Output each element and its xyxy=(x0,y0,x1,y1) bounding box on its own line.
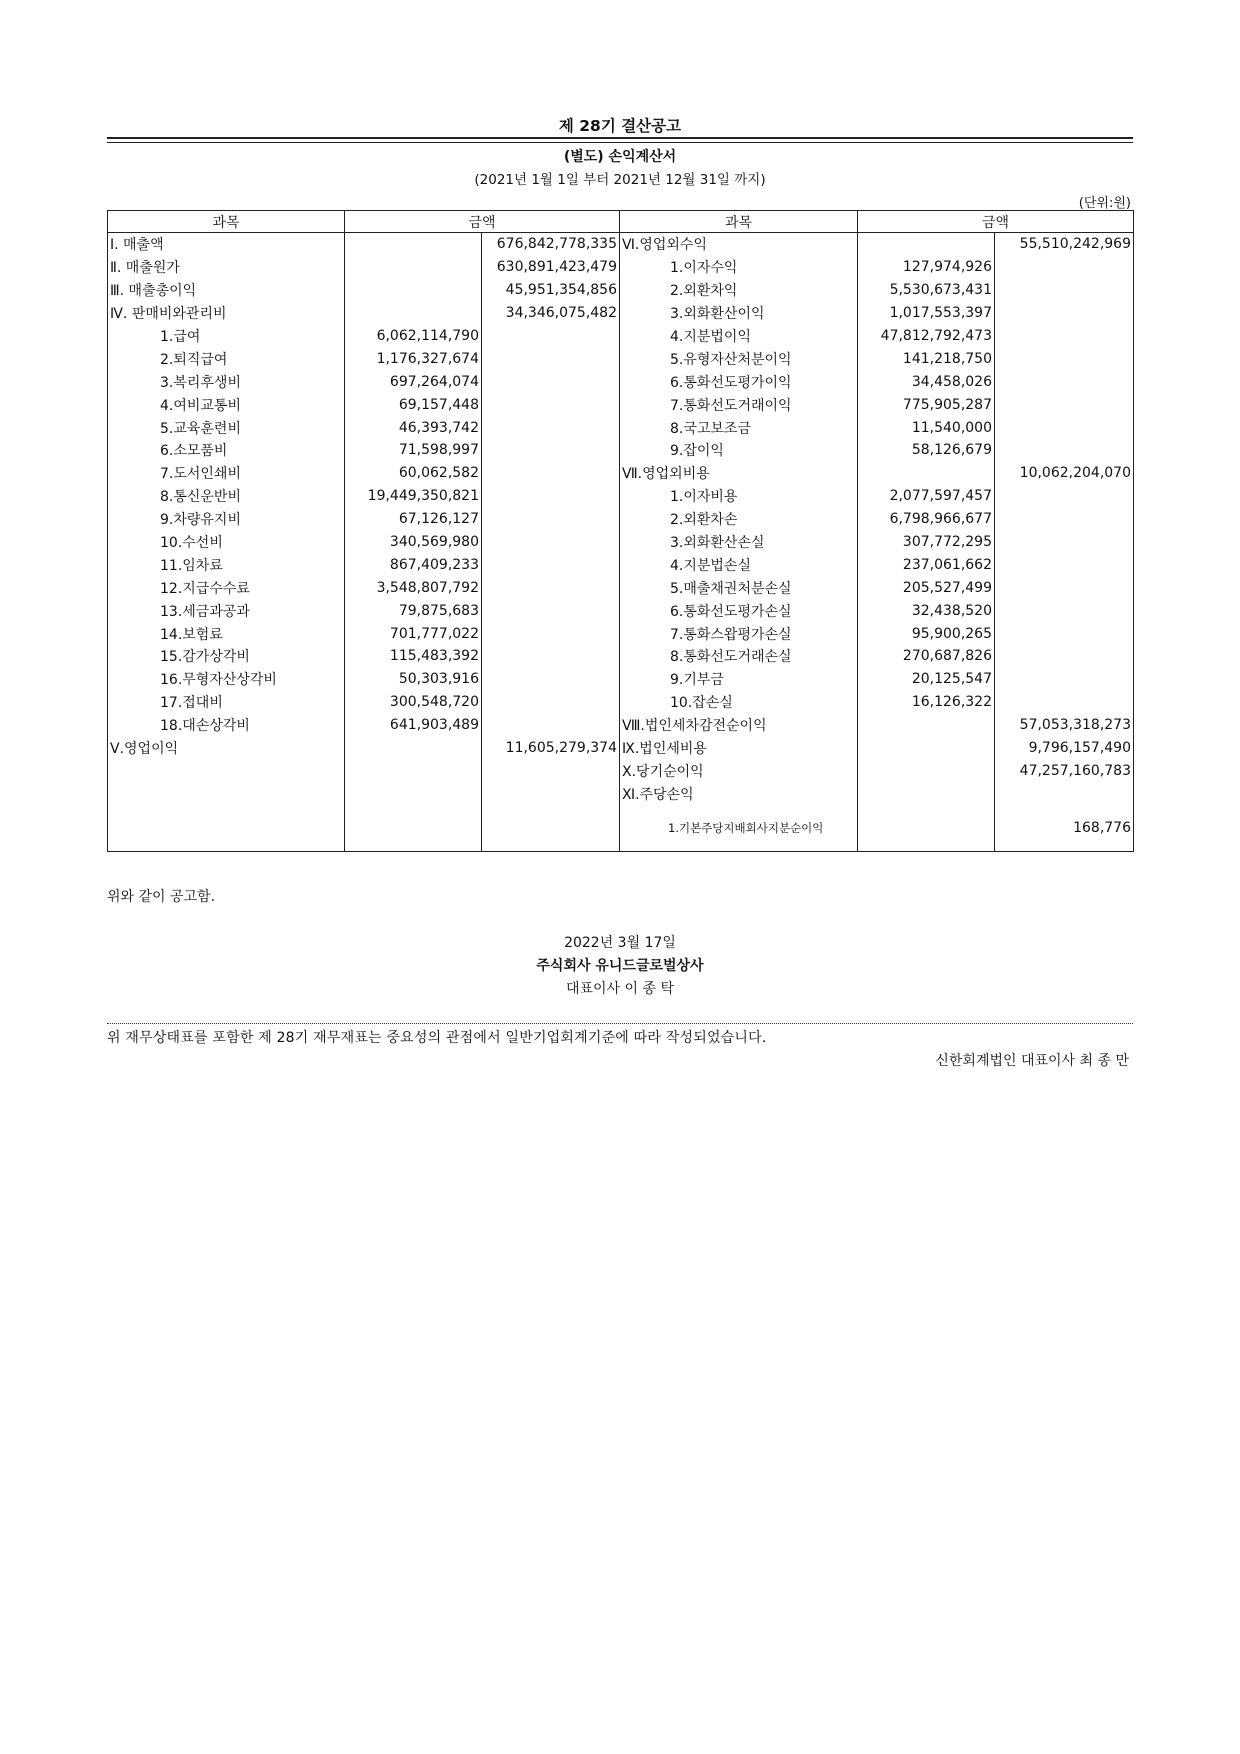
right-item-cell: 8.통화선도거래손실 xyxy=(620,645,858,668)
right-sub-amount-cell: 237,061,662 xyxy=(858,553,995,576)
left-sub-amount-cell: 69,157,448 xyxy=(345,393,482,416)
left-total-amount-cell xyxy=(482,553,620,576)
right-total-amount-cell xyxy=(995,485,1134,508)
left-item-cell: 14.보험료 xyxy=(108,622,345,645)
right-sub-amount-cell: 5,530,673,431 xyxy=(858,279,995,302)
right-total-amount-cell: 9,796,157,490 xyxy=(995,737,1134,760)
table-row xyxy=(108,714,1134,737)
left-sub-amount-cell xyxy=(345,782,482,805)
table-row xyxy=(108,599,1134,622)
left-sub-amount-cell: 3,548,807,792 xyxy=(345,576,482,599)
table-row xyxy=(108,416,1134,439)
left-item-cell: 17.접대비 xyxy=(108,691,345,714)
right-total-amount-cell xyxy=(995,531,1134,554)
table-row xyxy=(108,302,1134,325)
right-total-amount-cell xyxy=(995,325,1134,348)
left-item-cell: 1.급여 xyxy=(108,325,345,348)
right-item-cell: 4.지분법이익 xyxy=(620,325,858,348)
left-total-amount-cell xyxy=(482,325,620,348)
left-item-cell: 3.복리후생비 xyxy=(108,370,345,393)
left-item-cell: Ⅴ.영업이익 xyxy=(108,737,345,760)
left-total-amount-cell xyxy=(482,622,620,645)
right-total-amount-cell xyxy=(995,508,1134,531)
left-sub-amount-cell xyxy=(345,759,482,782)
table-header-row xyxy=(108,211,1134,233)
table-row xyxy=(108,531,1134,554)
left-item-cell: Ⅲ. 매출총이익 xyxy=(108,279,345,302)
left-sub-amount-cell xyxy=(345,279,482,302)
ceo-name: 대표이사 이 종 탁 xyxy=(565,981,675,997)
right-sub-amount-cell: 775,905,287 xyxy=(858,393,995,416)
title-rule-thin xyxy=(107,142,1133,143)
table-row xyxy=(108,279,1134,302)
header-item-left: 과목 xyxy=(108,211,345,233)
right-total-amount-cell: 47,257,160,783 xyxy=(995,759,1134,782)
right-sub-amount-cell xyxy=(858,233,995,256)
right-sub-amount-cell: 2,077,597,457 xyxy=(858,485,995,508)
left-total-amount-cell xyxy=(482,805,620,852)
right-item-cell: Ⅶ.영업외비용 xyxy=(620,462,858,485)
left-sub-amount-cell: 701,777,022 xyxy=(345,622,482,645)
right-item-cell: Ⅸ.법인세비용 xyxy=(620,737,858,760)
right-total-amount-cell xyxy=(995,416,1134,439)
right-total-amount-cell xyxy=(995,393,1134,416)
table-row xyxy=(108,439,1134,462)
right-sub-amount-cell: 141,218,750 xyxy=(858,347,995,370)
table-row xyxy=(108,393,1134,416)
left-total-amount-cell xyxy=(482,599,620,622)
left-item-cell: Ⅰ. 매출액 xyxy=(108,233,345,256)
left-item-cell: 9.차량유지비 xyxy=(108,508,345,531)
left-sub-amount-cell xyxy=(345,302,482,325)
right-total-amount-cell xyxy=(995,782,1134,805)
left-item-cell: 4.여비교통비 xyxy=(108,393,345,416)
left-item-cell: 11.임차료 xyxy=(108,553,345,576)
right-item-cell: Ⅷ.법인세차감전순이익 xyxy=(620,714,858,737)
left-sub-amount-cell: 50,303,916 xyxy=(345,668,482,691)
right-total-amount-cell xyxy=(995,691,1134,714)
right-item-cell: Ⅹ.당기순이익 xyxy=(620,759,858,782)
right-total-amount-cell: 57,053,318,273 xyxy=(995,714,1134,737)
left-total-amount-cell: 676,842,778,335 xyxy=(482,233,620,256)
company-name: 주식회사 유니드글로벌상사 xyxy=(536,958,704,974)
right-sub-amount-cell: 32,438,520 xyxy=(858,599,995,622)
right-item-cell: 6.통화선도평가손실 xyxy=(620,599,858,622)
left-sub-amount-cell: 79,875,683 xyxy=(345,599,482,622)
table-row xyxy=(108,645,1134,668)
left-sub-amount-cell: 1,176,327,674 xyxy=(345,347,482,370)
right-item-cell: 1.이자비용 xyxy=(620,485,858,508)
table-row xyxy=(108,325,1134,348)
left-item-cell: Ⅳ. 판매비와관리비 xyxy=(108,302,345,325)
left-item-cell: Ⅱ. 매출원가 xyxy=(108,256,345,279)
page-title: 제 28기 결산공고 xyxy=(558,117,682,135)
table-row xyxy=(108,759,1134,782)
right-sub-amount-cell: 20,125,547 xyxy=(858,668,995,691)
left-total-amount-cell xyxy=(482,531,620,554)
left-sub-amount-cell: 340,569,980 xyxy=(345,531,482,554)
left-sub-amount-cell: 67,126,127 xyxy=(345,508,482,531)
left-total-amount-cell xyxy=(482,714,620,737)
right-item-cell: 1.이자수익 xyxy=(620,256,858,279)
right-total-amount-cell xyxy=(995,599,1134,622)
right-item-cell: 5.유형자산처분이익 xyxy=(620,347,858,370)
left-sub-amount-cell: 115,483,392 xyxy=(345,645,482,668)
left-sub-amount-cell: 641,903,489 xyxy=(345,714,482,737)
table-row xyxy=(108,737,1134,760)
right-item-cell: 9.기부금 xyxy=(620,668,858,691)
right-total-amount-cell xyxy=(995,347,1134,370)
table-row xyxy=(108,485,1134,508)
left-sub-amount-cell xyxy=(345,737,482,760)
right-total-amount-cell xyxy=(995,302,1134,325)
left-total-amount-cell xyxy=(482,508,620,531)
right-sub-amount-cell xyxy=(858,805,995,852)
left-sub-amount-cell: 19,449,350,821 xyxy=(345,485,482,508)
right-total-amount-cell xyxy=(995,668,1134,691)
right-sub-amount-cell xyxy=(858,782,995,805)
right-sub-amount-cell: 11,540,000 xyxy=(858,416,995,439)
left-total-amount-cell xyxy=(482,485,620,508)
table-row xyxy=(108,691,1134,714)
right-item-cell: 8.국고보조금 xyxy=(620,416,858,439)
left-sub-amount-cell xyxy=(345,233,482,256)
left-sub-amount-cell: 6,062,114,790 xyxy=(345,325,482,348)
table-body xyxy=(108,233,1134,852)
right-item-cell: 10.잡손실 xyxy=(620,691,858,714)
right-sub-amount-cell xyxy=(858,759,995,782)
left-total-amount-cell xyxy=(482,782,620,805)
auditor-name: 신한회계법인 대표이사 최 종 만 xyxy=(935,1053,1129,1069)
right-sub-amount-cell xyxy=(858,462,995,485)
right-sub-amount-cell: 16,126,322 xyxy=(858,691,995,714)
left-item-cell: 5.교육훈련비 xyxy=(108,416,345,439)
right-item-cell: 1.기본주당지배회사지분순이익 xyxy=(620,805,858,852)
table-row xyxy=(108,782,1134,805)
right-sub-amount-cell: 307,772,295 xyxy=(858,531,995,554)
right-total-amount-cell xyxy=(995,256,1134,279)
right-sub-amount-cell xyxy=(858,737,995,760)
right-item-cell: 5.매출채권처분손실 xyxy=(620,576,858,599)
closing-text: 위와 같이 공고함. xyxy=(107,889,216,905)
left-total-amount-cell xyxy=(482,759,620,782)
left-sub-amount-cell: 71,598,997 xyxy=(345,439,482,462)
right-sub-amount-cell: 95,900,265 xyxy=(858,622,995,645)
right-item-cell: 7.통화스왑평가손실 xyxy=(620,622,858,645)
right-item-cell: 3.외화환산이익 xyxy=(620,302,858,325)
left-sub-amount-cell: 867,409,233 xyxy=(345,553,482,576)
right-item-cell: Ⅺ.주당손익 xyxy=(620,782,858,805)
right-sub-amount-cell: 34,458,026 xyxy=(858,370,995,393)
table-row xyxy=(108,553,1134,576)
left-total-amount-cell xyxy=(482,645,620,668)
left-item-cell xyxy=(108,759,345,782)
left-item-cell: 10.수선비 xyxy=(108,531,345,554)
left-total-amount-cell xyxy=(482,370,620,393)
header-amount-right: 금액 xyxy=(858,211,1134,233)
left-total-amount-cell xyxy=(482,347,620,370)
right-sub-amount-cell: 6,798,966,677 xyxy=(858,508,995,531)
table-row xyxy=(108,233,1134,256)
left-item-cell: 6.소모품비 xyxy=(108,439,345,462)
right-total-amount-cell xyxy=(995,279,1134,302)
right-total-amount-cell: 55,510,242,969 xyxy=(995,233,1134,256)
left-sub-amount-cell: 697,264,074 xyxy=(345,370,482,393)
table-row xyxy=(108,576,1134,599)
right-item-cell: 2.외환차익 xyxy=(620,279,858,302)
statement-period: (2021년 1월 1일 부터 2021년 12월 31일 까지) xyxy=(474,172,766,188)
left-sub-amount-cell xyxy=(345,256,482,279)
left-total-amount-cell xyxy=(482,416,620,439)
right-item-cell: 3.외화환산손실 xyxy=(620,531,858,554)
right-sub-amount-cell: 205,527,499 xyxy=(858,576,995,599)
left-total-amount-cell xyxy=(482,691,620,714)
left-item-cell: 16.무형자산상각비 xyxy=(108,668,345,691)
left-item-cell: 15.감가상각비 xyxy=(108,645,345,668)
audit-note: 위 재무상태표를 포함한 제 28기 재무재표는 중요성의 관점에서 일반기업회계기준에 따라 작성되었습니다. xyxy=(107,1030,767,1046)
table-row xyxy=(108,805,1134,852)
left-item-cell: 2.퇴직급여 xyxy=(108,347,345,370)
right-sub-amount-cell: 127,974,926 xyxy=(858,256,995,279)
right-sub-amount-cell xyxy=(858,714,995,737)
table-row xyxy=(108,256,1134,279)
right-sub-amount-cell: 58,126,679 xyxy=(858,439,995,462)
left-total-amount-cell: 11,605,279,374 xyxy=(482,737,620,760)
header-amount-left: 금액 xyxy=(345,211,620,233)
unit-label: (단위:원) xyxy=(1078,196,1131,211)
right-item-cell: 6.통화선도평가이익 xyxy=(620,370,858,393)
left-total-amount-cell xyxy=(482,462,620,485)
announcement-date: 2022년 3월 17일 xyxy=(564,935,676,951)
right-total-amount-cell xyxy=(995,645,1134,668)
table-row xyxy=(108,462,1134,485)
right-item-cell: 7.통화선도거래이익 xyxy=(620,393,858,416)
left-total-amount-cell: 45,951,354,856 xyxy=(482,279,620,302)
left-total-amount-cell xyxy=(482,393,620,416)
right-total-amount-cell xyxy=(995,439,1134,462)
right-item-cell: Ⅵ.영업외수익 xyxy=(620,233,858,256)
table-row xyxy=(108,508,1134,531)
left-sub-amount-cell xyxy=(345,805,482,852)
right-total-amount-cell xyxy=(995,553,1134,576)
right-total-amount-cell xyxy=(995,576,1134,599)
right-sub-amount-cell: 270,687,826 xyxy=(858,645,995,668)
right-item-cell: 2.외환차손 xyxy=(620,508,858,531)
income-statement-table xyxy=(107,210,1134,852)
title-rule-thick xyxy=(107,137,1133,139)
left-item-cell xyxy=(108,782,345,805)
left-item-cell xyxy=(108,805,345,852)
table-row xyxy=(108,370,1134,393)
left-total-amount-cell xyxy=(482,668,620,691)
left-total-amount-cell xyxy=(482,576,620,599)
right-sub-amount-cell: 47,812,792,473 xyxy=(858,325,995,348)
right-total-amount-cell: 10,062,204,070 xyxy=(995,462,1134,485)
left-sub-amount-cell: 46,393,742 xyxy=(345,416,482,439)
right-total-amount-cell xyxy=(995,370,1134,393)
table-row xyxy=(108,622,1134,645)
left-total-amount-cell: 34,346,075,482 xyxy=(482,302,620,325)
table-row xyxy=(108,668,1134,691)
left-item-cell: 13.세금과공과 xyxy=(108,599,345,622)
statement-subtitle: (별도) 손익계산서 xyxy=(563,149,677,165)
left-item-cell: 18.대손상각비 xyxy=(108,714,345,737)
right-item-cell: 4.지분법손실 xyxy=(620,553,858,576)
right-total-amount-cell xyxy=(995,622,1134,645)
left-item-cell: 12.지급수수료 xyxy=(108,576,345,599)
right-total-amount-cell: 168,776 xyxy=(995,805,1134,852)
left-total-amount-cell xyxy=(482,439,620,462)
right-sub-amount-cell: 1,017,553,397 xyxy=(858,302,995,325)
left-sub-amount-cell: 60,062,582 xyxy=(345,462,482,485)
left-item-cell: 7.도서인쇄비 xyxy=(108,462,345,485)
dotted-divider xyxy=(107,1023,1133,1024)
header-item-right: 과목 xyxy=(620,211,858,233)
left-total-amount-cell: 630,891,423,479 xyxy=(482,256,620,279)
left-item-cell: 8.통신운반비 xyxy=(108,485,345,508)
right-item-cell: 9.잡이익 xyxy=(620,439,858,462)
table-row xyxy=(108,347,1134,370)
left-sub-amount-cell: 300,548,720 xyxy=(345,691,482,714)
